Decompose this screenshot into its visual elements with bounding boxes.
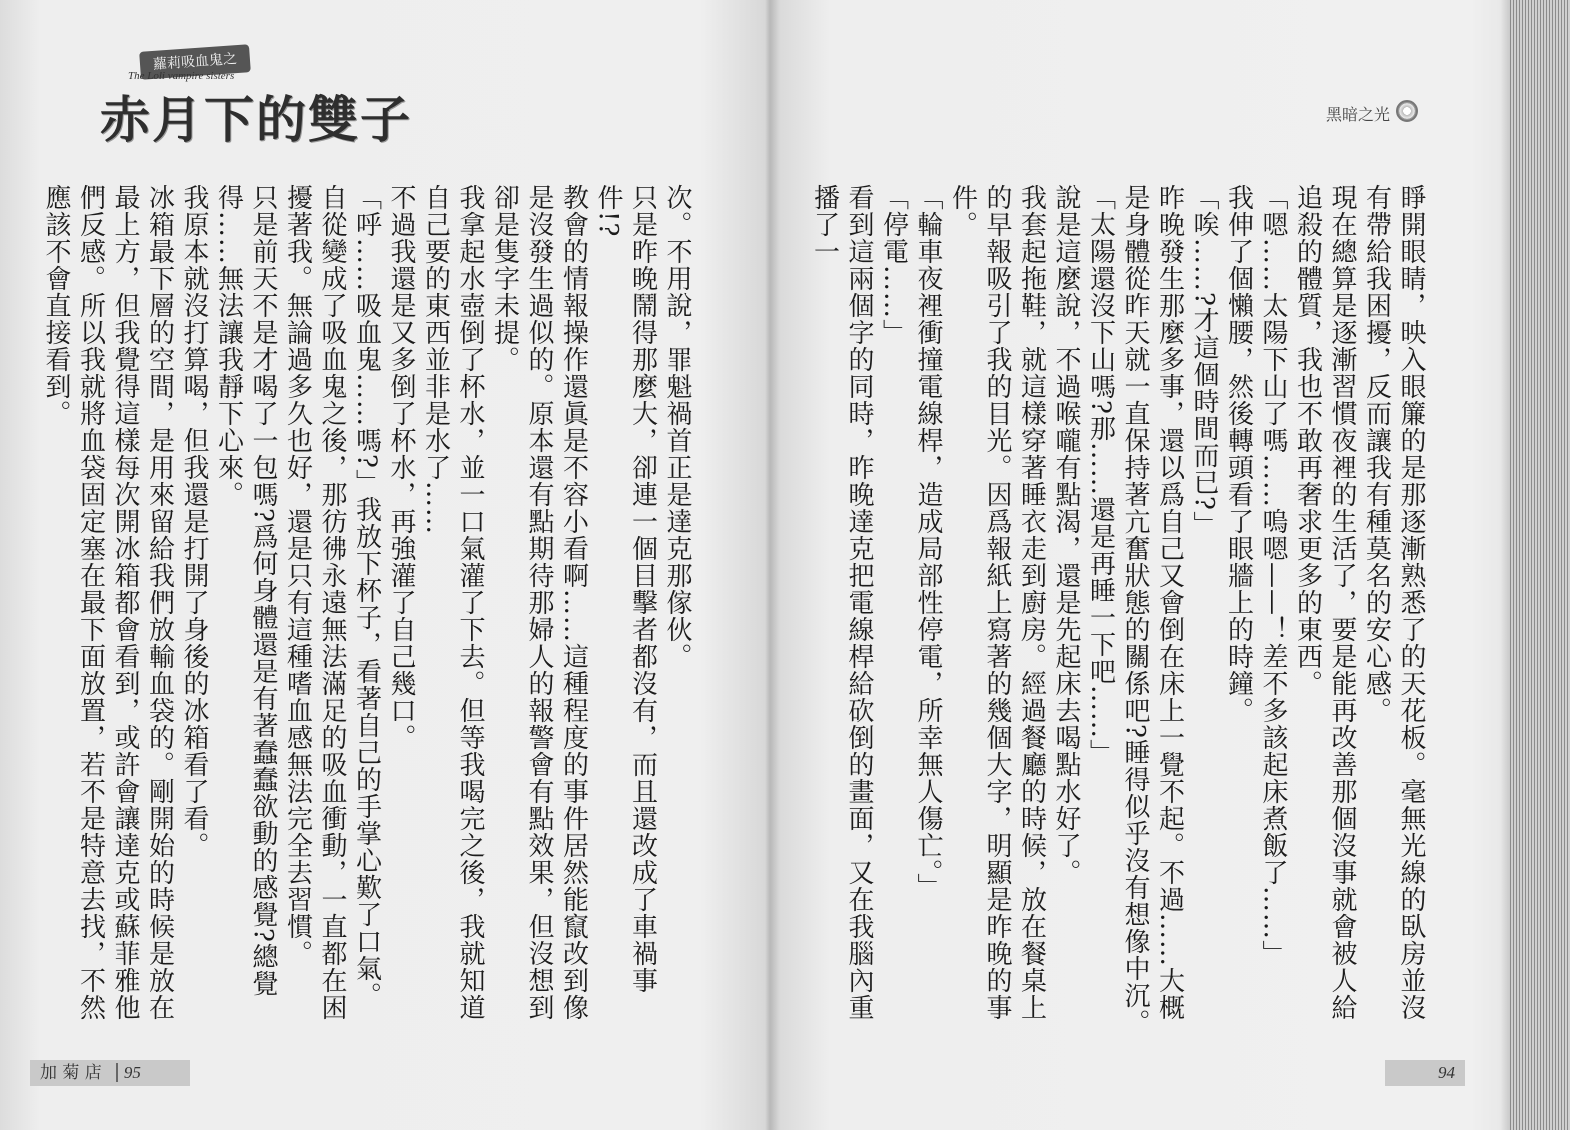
right-page — [770, 0, 1510, 1130]
paragraph: 我拿起水壺倒了杯水，並一口氣灌了下去。但等我喝完之後，我就知道自己要的東西並非是水了…… — [420, 184, 485, 1021]
paragraph: 「嗯……太陽下山了嗎……嗚嗯——！差不多該起床煮飯了……」 — [1258, 184, 1288, 967]
paragraph: 昨晚發生那麼多事，還以爲自己又會倒在床上一覺不起。不過……大概是身體從昨天就一直保持著亢奮狀態的關係吧?睡得似乎沒有想像中沉。 — [1120, 184, 1185, 1036]
paragraph: 「呼……吸血鬼……嗎?」我放下杯子，看著自己的手掌心歎了口氣。 — [351, 184, 382, 1009]
paragraph: 次。不用說，罪魁禍首正是達克那傢伙。 — [662, 184, 692, 670]
paragraph: 只是前天不是才喝了一包嗎?爲何身體還是有著蠢蠢欲動的感覺?總覺得……無法讓我靜下心來。 — [213, 184, 278, 997]
paragraph: 「停電……」 — [878, 184, 909, 346]
paragraph: 我套起拖鞋，就這樣穿著睡衣走到廚房。經過餐廳的時候，放在餐桌上的早報吸引了我的目光。因爲報紙上寫著的幾個大字，明顯是昨晚的事件。 — [947, 184, 1047, 1021]
chapter-emblem-icon — [1396, 100, 1418, 122]
page-stack-edge — [1510, 0, 1570, 1130]
paragraph: 「唉……?才這個時間而已?」 — [1189, 184, 1219, 538]
paragraph: 看到這兩個字的同時，昨晚達克把電線桿給砍倒的畫面，又在我腦內重播了一 — [809, 184, 874, 1021]
paragraph: 不過我還是又多倒了杯水，再強灌了自己幾口。 — [386, 184, 416, 751]
paragraph: 只是昨晚鬧得那麼大，卻連一個目擊者都沒有，而且還改成了車禍事件!? — [593, 184, 658, 994]
chapter-title: 黑暗之光 — [1325, 105, 1390, 124]
paragraph: 睜開眼睛，映入眼簾的是那逐漸熟悉了的天花板。毫無光線的臥房並沒有帶給我困擾，反而讓我有種莫名的安心感。 — [1361, 184, 1426, 1021]
paragraph: 教會的情報操作還眞是不容小看啊……這種程度的事件居然能竄改到像是沒發生過似的。原本還有點期待那婦人的報警會有點效果，但沒想到卻是隻字未提。 — [489, 184, 589, 1021]
paragraph: 我原本就沒打算喝，但我還是打開了身後的冰箱看了看。 — [179, 184, 209, 859]
series-label: 蘿莉吸血鬼之 — [139, 44, 251, 80]
left-footer — [30, 1060, 190, 1086]
book-title: 赤月下的雙子 — [100, 90, 412, 149]
paragraph: 冰箱最下層的空間，是用來留給我們放輸血袋的。剛開始的時候是放在最上方，但我覺得這樣每次開冰箱都會看到，或許會讓達克或蘇菲雅他們反感。所以我就將血袋固定塞在最下面放置，若不是特意去找，不然應該不會直接看到。 — [41, 184, 175, 1021]
series-subtitle: The Loli vampire sisters — [128, 70, 235, 82]
paragraph: 「輪車夜裡衝撞電線桿，造成局部性停電，所幸無人傷亡。」 — [913, 184, 943, 900]
paragraph: 說是這麼說，不過喉嚨有點渴，還是先起床去喝點水好了。 — [1051, 184, 1081, 886]
footer-publisher: 加 菊 店 — [40, 1063, 102, 1083]
paragraph: 現在總算是逐漸習慣夜裡的生活了，要是能再改善那個沒事就會被人給追殺的體質，我也不敢再奢求更多的東西。 — [1292, 184, 1357, 1021]
left-body-text — [41, 184, 694, 1044]
left-page — [0, 0, 770, 1130]
right-body-text — [809, 184, 1428, 1044]
paragraph: 「太陽還沒下山嗎?那……還是再睡一下吧……」 — [1085, 184, 1116, 766]
page-number-left: 95 — [116, 1063, 141, 1082]
page-number-right: 94 — [1385, 1060, 1465, 1086]
paragraph: 自從變成了吸血鬼之後，那彷彿永遠無法滿足的吸血衝動，一直都在困擾著我。無論過多久也好，還是只有這種嗜血感無法完全去習慣。 — [282, 184, 347, 1021]
paragraph: 我伸了個懶腰，然後轉頭看了眼牆上的時鐘。 — [1223, 184, 1254, 724]
